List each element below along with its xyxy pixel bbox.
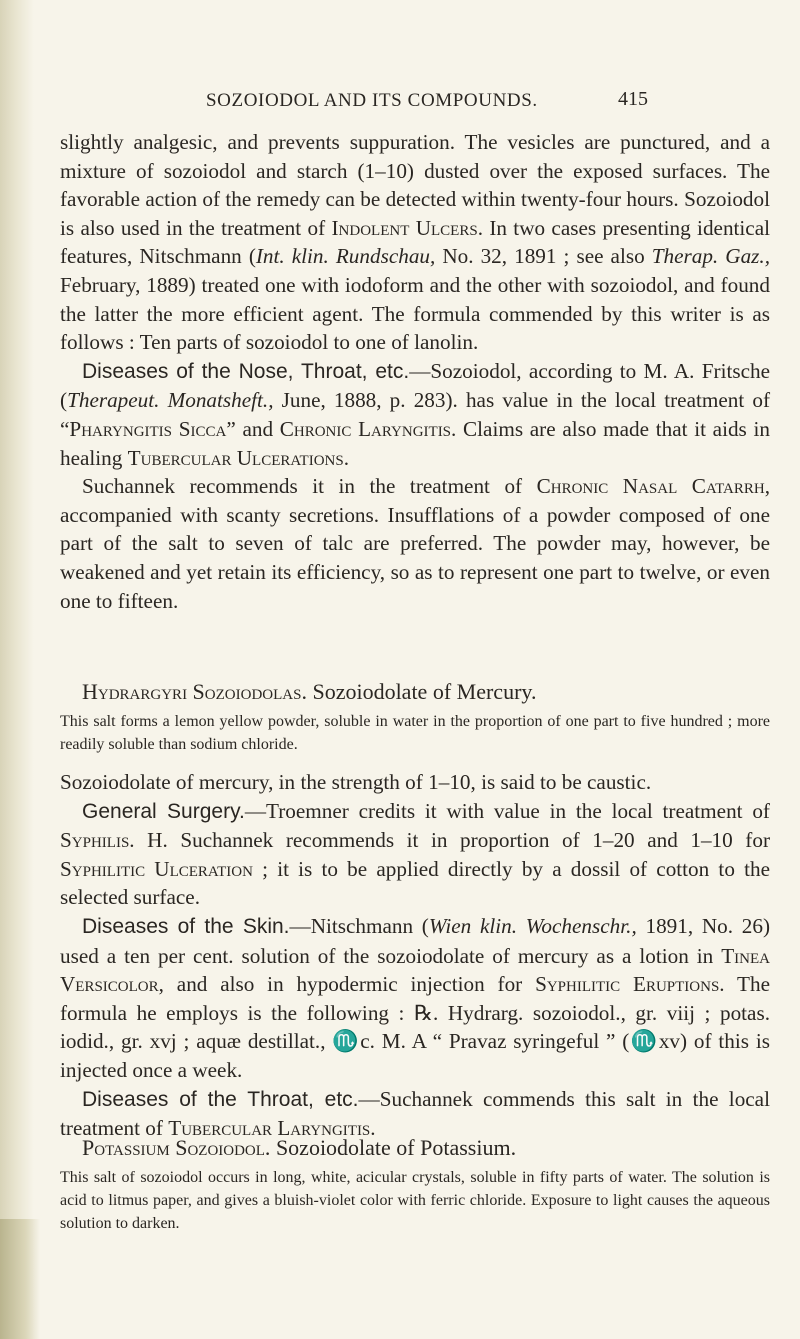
citation-therapeut: Therapeut. Monatsheft.,: [67, 388, 274, 413]
term-tubercular-ulcerations: Tubercular Ulcerations: [127, 445, 344, 470]
note-potassium: This salt of sozoiodol occurs in long, white, acicular crystals, soluble in fifty parts of water. The solution is acid to litmus paper, and gives a bluish-violet color with ferric chloride. Exposure to light causes the aqueous solution to darken.: [60, 1169, 770, 1232]
heading-skin: Diseases of the Skin.: [82, 914, 290, 938]
citation-wien-klin: Wien klin. Wochenschr.,: [428, 913, 637, 938]
title-potassium: Potassium Sozoiodol. Sozoiodolate of Potassium.: [82, 1135, 517, 1160]
citation-int-klin: Int. klin. Rundschau,: [255, 244, 436, 269]
term-syphilitic-eruptions: Syphilitic Eruptions: [535, 972, 720, 997]
term-syphilitic-ulceration: Syphilitic Ulceration: [60, 856, 253, 881]
title-mercury: Hydrargyri Sozoiodolas. Sozoiodolate of Mercury.: [82, 679, 537, 704]
section-potassium: [60, 1134, 770, 1235]
term-indolent-ulcers: Indolent Ulcers: [331, 215, 478, 240]
term-syphilis: Syphilis: [60, 828, 130, 853]
heading-nose-throat: Diseases of the Nose, Throat, etc.: [82, 359, 410, 383]
mercury-body: [60, 768, 770, 1143]
term-pharyngitis: “Pharyngitis Sicca”: [60, 416, 236, 441]
paragraph-caustic: Sozoiodolate of mercury, in the strength of 1–10, is said to be caustic.: [60, 770, 652, 794]
paragraph-skin: Diseases of the Skin.—Nitschmann (Wien klin. Wochenschr., 1891, No. 26) used a ten per cent. solution of the sozoiodolate of mercury as a lotion in Tinea Versicolor, and also in hypodermic injection for Syphilitic Eruptions. The formula he employs is the following : ℞. Hydrarg. sozoiodol., gr. viij ; potas. iodid., gr. xvj ; aquæ destillat., ♏c. M. A “ Pravaz syringeful ” (♏xv) of this is injected once a week.: [60, 913, 771, 1082]
paragraph-throat: Diseases of the Throat, etc.—Suchannek commends this salt in the local treatment of Tubercular Laryngitis.: [60, 1086, 770, 1141]
main-text: [60, 128, 770, 615]
page-number: 415: [618, 88, 648, 110]
note-mercury: This salt forms a lemon yellow powder, soluble in water in the proportion of one part to five hundred ; more readily soluble than sodium chloride.: [60, 713, 770, 753]
heading-general-surgery: General Surgery.: [82, 799, 245, 823]
section-mercury: [60, 678, 770, 1143]
page-header: [0, 88, 800, 116]
term-tinea-versicolor: Tinea Versicolor: [60, 943, 770, 997]
paragraph-suchannek: Suchannek recommends it in the treatment of Chronic Nasal Catarrh, accompanied with scanty secretions. Insufflations of a powder composed of one part of the salt to seven of talc are preferred. The powder may, however, be weakened and yet retain its efficiency, so as to represent one part to twelve, or even one to fifteen.: [60, 474, 770, 613]
citation-therap-gaz: Therap. Gaz.,: [651, 244, 771, 269]
running-head: SOZOIODOL AND ITS COMPOUNDS.: [206, 90, 538, 111]
paragraph-general-surgery: General Surgery.—Troemner credits it with value in the local treatment of Syphilis. H. Suchannek recommends it in proportion of 1–20 and 1–10 for Syphilitic Ulceration ; it is to be applied directly by a dossil of cotton to the selected surface.: [60, 798, 770, 910]
paragraph-nose-throat: Diseases of the Nose, Throat, etc.—Sozoiodol, according to M. A. Fritsche (Therapeut. Monatsheft., June, 1888, p. 283). has value in the local treatment of “Pharyngitis Sicca” and Chronic Laryngitis. Claims are also made that it aids in healing Tubercular Ulcerations.: [60, 358, 770, 470]
term-chronic-laryngitis: Chronic Laryngitis: [279, 416, 452, 441]
heading-throat: Diseases of the Throat, etc.: [82, 1087, 359, 1111]
term-tubercular-laryngitis: Tubercular Laryngitis: [168, 1116, 371, 1141]
paragraph-indolent-ulcers: slightly analgesic, and prevents suppuration. The vesicles are punctured, and a mixture of sozoiodol and starch (1–10) dusted over the exposed surfaces. The favorable action of the remedy can be detected within twenty-four hours. Sozoiodol is also used in the treatment of Indolent Ulcers. In two cases presenting identical features, Nitschmann (Int. klin. Rundschau, No. 32, 1891 ; see also Therap. Gaz., February, 1889) treated one with iodoform and the other with sozoiodol, and found the latter the more efficient agent. The formula commended by this writer is as follows : Ten parts of sozoiodol to one of lanolin.: [60, 130, 771, 355]
term-chronic-nasal-catarrh: Chronic Nasal Catarrh: [536, 474, 765, 499]
